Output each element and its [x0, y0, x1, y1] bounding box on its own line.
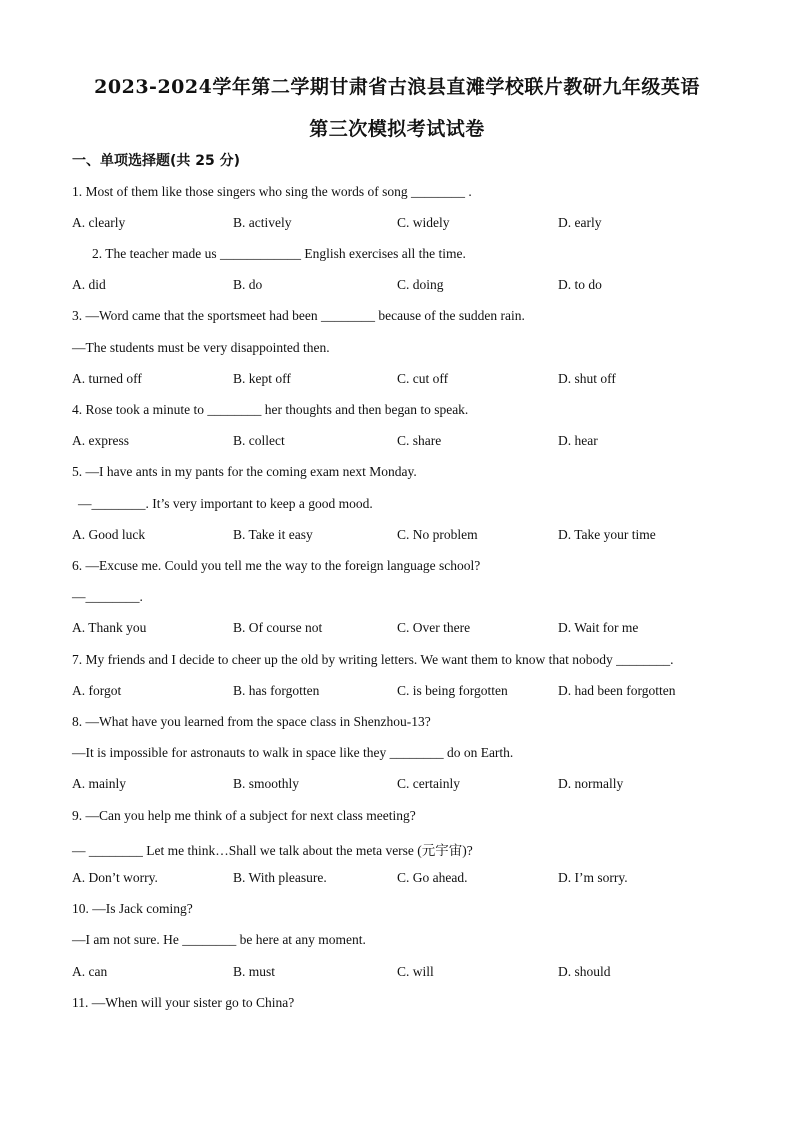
- answer-option: A. can: [72, 964, 108, 979]
- answer-option: C. Over there: [397, 620, 471, 635]
- question-stem: —I am not sure. He ________ be here at any moment.: [72, 932, 366, 947]
- answer-option: B. must: [233, 964, 276, 979]
- question-stem: —It is impossible for astronauts to walk in space like they ________ do on Earth.: [72, 745, 514, 760]
- answer-option: B. actively: [233, 215, 292, 230]
- answer-option: A. Thank you: [72, 620, 147, 635]
- answer-option: D. normally: [558, 776, 624, 791]
- question-stem: 9. —Can you help me think of a subject for next class meeting?: [72, 808, 416, 823]
- question-stem: —________. It’s very important to keep a good mood.: [78, 496, 373, 511]
- answer-option: A. express: [72, 433, 129, 448]
- answer-option: B. smoothly: [233, 776, 300, 791]
- question-stem: 8. —What have you learned from the space class in Shenzhou-13?: [72, 714, 431, 729]
- answer-option: C. cut off: [397, 371, 449, 386]
- answer-option: D. I’m sorry.: [558, 870, 628, 885]
- answer-option: A. turned off: [72, 371, 142, 386]
- exam-title-line2: 第三次模拟考试试卷: [309, 118, 485, 140]
- answer-option: B. do: [233, 277, 263, 292]
- question-stem: — ________ Let me think…Shall we talk about the meta verse (元宇宙)?: [72, 843, 473, 858]
- answer-option: A. did: [72, 277, 106, 292]
- question-stem: 1. Most of them like those singers who sing the words of song ________ .: [72, 184, 472, 199]
- answer-option: C. widely: [397, 215, 450, 230]
- answer-option: C. certainly: [397, 776, 460, 791]
- question-stem: 5. —I have ants in my pants for the coming exam next Monday.: [72, 464, 417, 479]
- question-stem: 7. My friends and I decide to cheer up the old by writing letters. We want them to know that nobody ________.: [72, 652, 674, 667]
- question-stem: 2. The teacher made us ____________ English exercises all the time.: [92, 246, 466, 261]
- exam-title-line1: 2023-2024学年第二学期甘肃省古浪县直滩学校联片教研九年级英语: [94, 76, 700, 98]
- answer-option: D. had been forgotten: [558, 683, 676, 698]
- answer-option: C. No problem: [397, 527, 478, 542]
- question-stem: 4. Rose took a minute to ________ her thoughts and then began to speak.: [72, 402, 469, 417]
- question-stem: 11. —When will your sister go to China?: [72, 995, 295, 1010]
- section-heading: 一、单项选择题(共 25 分): [72, 153, 241, 169]
- answer-option: B. With pleasure.: [233, 870, 327, 885]
- answer-option: C. doing: [397, 277, 444, 292]
- answer-option: C. will: [397, 964, 434, 979]
- answer-option: D. Wait for me: [558, 620, 639, 635]
- answer-option: A. clearly: [72, 215, 126, 230]
- answer-option: D. should: [558, 964, 611, 979]
- question-stem: —The students must be very disappointed then.: [72, 340, 330, 355]
- answer-option: A. mainly: [72, 776, 126, 791]
- answer-option: B. collect: [233, 433, 285, 448]
- answer-option: D. hear: [558, 433, 598, 448]
- answer-option: D. Take your time: [558, 527, 656, 542]
- answer-option: A. Good luck: [72, 527, 146, 542]
- answer-option: A. Don’t worry.: [72, 870, 158, 885]
- question-stem: —________.: [72, 589, 143, 604]
- answer-option: A. forgot: [72, 683, 122, 698]
- question-stem: 10. —Is Jack coming?: [72, 901, 193, 916]
- answer-option: B. Of course not: [233, 620, 323, 635]
- answer-option: B. Take it easy: [233, 527, 313, 542]
- answer-option: B. kept off: [233, 371, 291, 386]
- answer-option: D. to do: [558, 277, 602, 292]
- answer-option: B. has forgotten: [233, 683, 320, 698]
- answer-option: D. shut off: [558, 371, 616, 386]
- question-stem: 3. —Word came that the sportsmeet had been ________ because of the sudden rain.: [72, 308, 525, 323]
- answer-option: C. is being forgotten: [397, 683, 508, 698]
- answer-option: C. Go ahead.: [397, 870, 468, 885]
- answer-option: C. share: [397, 433, 442, 448]
- answer-option: D. early: [558, 215, 602, 230]
- question-stem: 6. —Excuse me. Could you tell me the way to the foreign language school?: [72, 558, 481, 573]
